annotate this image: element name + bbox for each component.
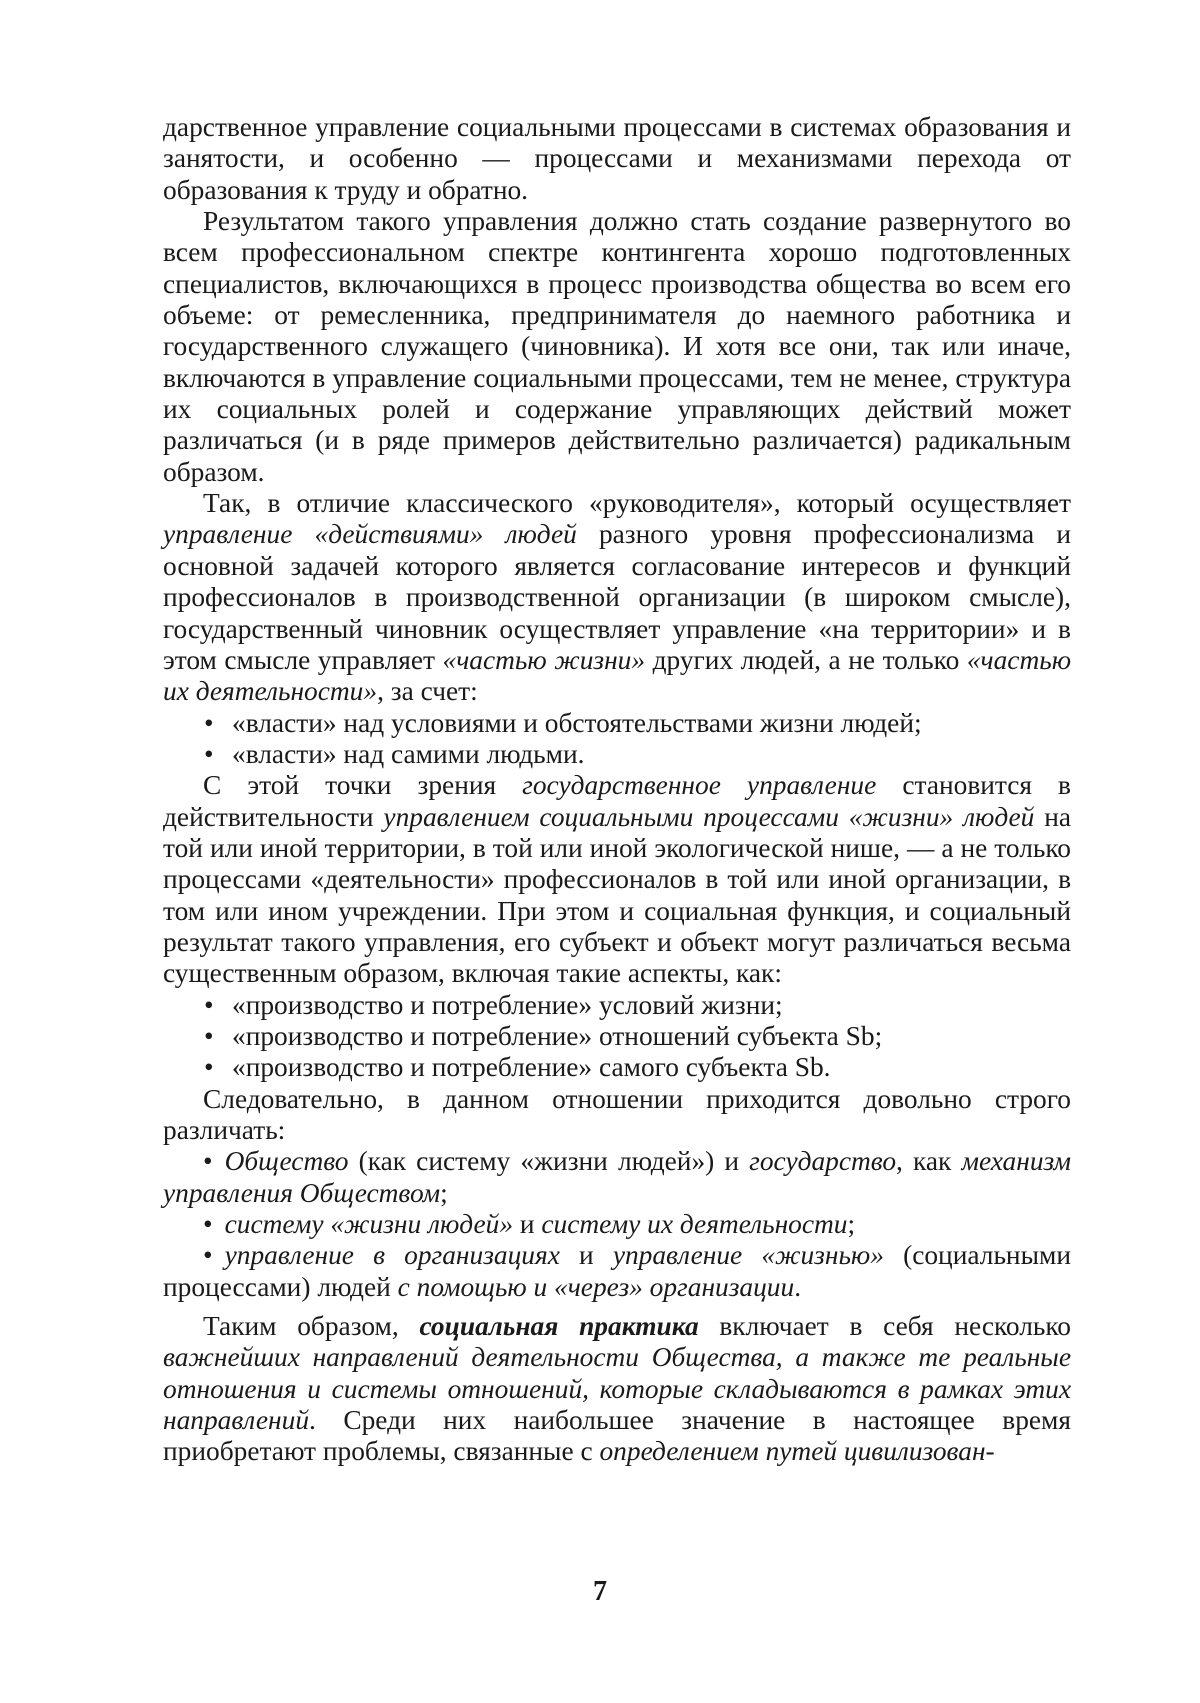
bullet-list-power	[163, 708, 1071, 771]
italic-run: важнейших направлений деятельности Общества, а также те реальные отношения и системы отношений, которые складываются в рамках этих направлений	[163, 1342, 1071, 1436]
text-run: Таким образом,	[203, 1311, 420, 1342]
italic-run: «частью жизни»	[442, 644, 646, 675]
list-item-text: «производство и потребление» отношений субъекта Sb;	[232, 1020, 883, 1051]
list-item	[163, 1021, 1071, 1052]
paragraph-social-practice	[163, 1311, 1071, 1468]
text-run: становится в действительности	[163, 770, 1071, 832]
list-item-text: «власти» над самими людьми.	[232, 738, 585, 769]
text-run: других людей, а не только	[645, 644, 967, 675]
italic-run: «частью их деятельности»	[163, 644, 1072, 707]
list-item	[163, 1209, 1071, 1240]
text-run: (социальными процессами) людей	[163, 1240, 1071, 1302]
italic-run: управление в организациях	[224, 1240, 560, 1271]
bullet-list-distinctions	[163, 1146, 1071, 1303]
bullet-icon: •	[203, 1146, 213, 1177]
list-item	[163, 708, 1071, 739]
text-run: , за счет:	[377, 676, 478, 707]
page-body	[163, 112, 1071, 1468]
italic-run: управление «жизнью»	[612, 1240, 884, 1271]
bullet-icon: •	[204, 1052, 214, 1083]
italic-run: систему их деятельности	[541, 1209, 848, 1240]
text-run: ;	[440, 1177, 448, 1208]
list-item	[163, 1146, 1071, 1209]
bullet-icon: •	[203, 1240, 213, 1271]
text-run: С этой точки зрения	[203, 770, 523, 801]
paragraph-distinguish: Следовательно, в данном отношении приходится довольно строго различать:	[163, 1083, 1071, 1145]
bullet-icon: •	[204, 707, 214, 738]
paragraph-continuation: дарственное управление социальными процессами в системах образования и занятости, и особенно — процессами и механизмами перехода от образования к труду и обратно.	[163, 112, 1071, 205]
italic-run: определением путей цивилизован-	[599, 1436, 995, 1467]
list-item	[163, 1240, 1071, 1303]
italic-run: управление «действиями» людей	[163, 519, 577, 550]
paragraph-state-management	[163, 770, 1071, 989]
list-item	[163, 739, 1071, 770]
text-run: разного уровня профессионализма и основной задачей которого является согласование интересов и функций профессионалов в производственной организации (в широком смысле), государственный чиновник осуществляет управление «на территории» и в этом смысле управляет	[163, 519, 1071, 675]
italic-run: государственное управление	[522, 770, 877, 801]
bullet-icon: •	[204, 1020, 214, 1051]
list-item	[163, 1052, 1071, 1083]
paragraph-result: Результатом такого управления должно стать создание развернутого во всем профессиональном спектре контингента хорошо подготовленных специалистов, включающихся в процесс производства общества во всем его объеме: от ремесленника, предпринимателя до наемного работника и государственного служащего (чиновника). И хотя все они, так или иначе, включаются в управление социальными процессами, тем не менее, структура их социальных ролей и содержание управляющих действий может различаться (и в ряде примеров действительно различается) радикальным образом.	[163, 206, 1071, 487]
bullet-icon: •	[203, 1209, 213, 1240]
text-run: Так, в отличие классического «руководителя», который осуществляет	[203, 488, 1071, 519]
list-item-text: «власти» над условиями и обстоятельствами жизни людей;	[232, 707, 922, 738]
italic-run: механизм управления Обществом	[163, 1146, 1072, 1208]
text-run: . Среди них наибольшее значение в настоящее время приобретают проблемы, связанные с	[163, 1405, 1071, 1467]
bullet-icon: •	[204, 738, 214, 769]
italic-run: государство	[749, 1146, 897, 1177]
list-item-text: «производство и потребление» условий жизни;	[232, 989, 783, 1020]
list-item-text: «производство и потребление» самого субъекта Sb.	[232, 1052, 831, 1083]
page-number: 7	[593, 1576, 607, 1607]
text-run: .	[794, 1271, 802, 1302]
bold-italic-term: социальная практика	[419, 1311, 699, 1342]
list-item	[163, 990, 1071, 1021]
italic-run: с помощью и «через» организации	[397, 1271, 795, 1302]
text-run: включает в себя несколько	[698, 1311, 1072, 1342]
italic-run: Общество	[224, 1146, 349, 1177]
text-run: и	[513, 1209, 542, 1240]
bullet-list-production	[163, 990, 1071, 1084]
bullet-icon: •	[204, 989, 214, 1020]
text-run: ;	[847, 1209, 856, 1240]
italic-run: систему «жизни людей»	[224, 1209, 514, 1240]
text-run: на той или иной территории, в той или иной экологической нише, — а не только процессами «деятельности» профессионалов в той или иной организации, в том или ином учреждении. При этом и социальная функция, и социальный результат такого управления, его субъект и объект могут различаться весьма существенным образом, включая такие аспекты, как:	[163, 801, 1072, 989]
paragraph-official	[163, 488, 1071, 707]
italic-run: управлением социальными процессами «жизни» людей	[383, 801, 1035, 832]
text-run: (как систему «жизни людей») и	[348, 1146, 750, 1177]
text-run: , как	[896, 1146, 962, 1177]
text-run: и	[559, 1240, 613, 1271]
